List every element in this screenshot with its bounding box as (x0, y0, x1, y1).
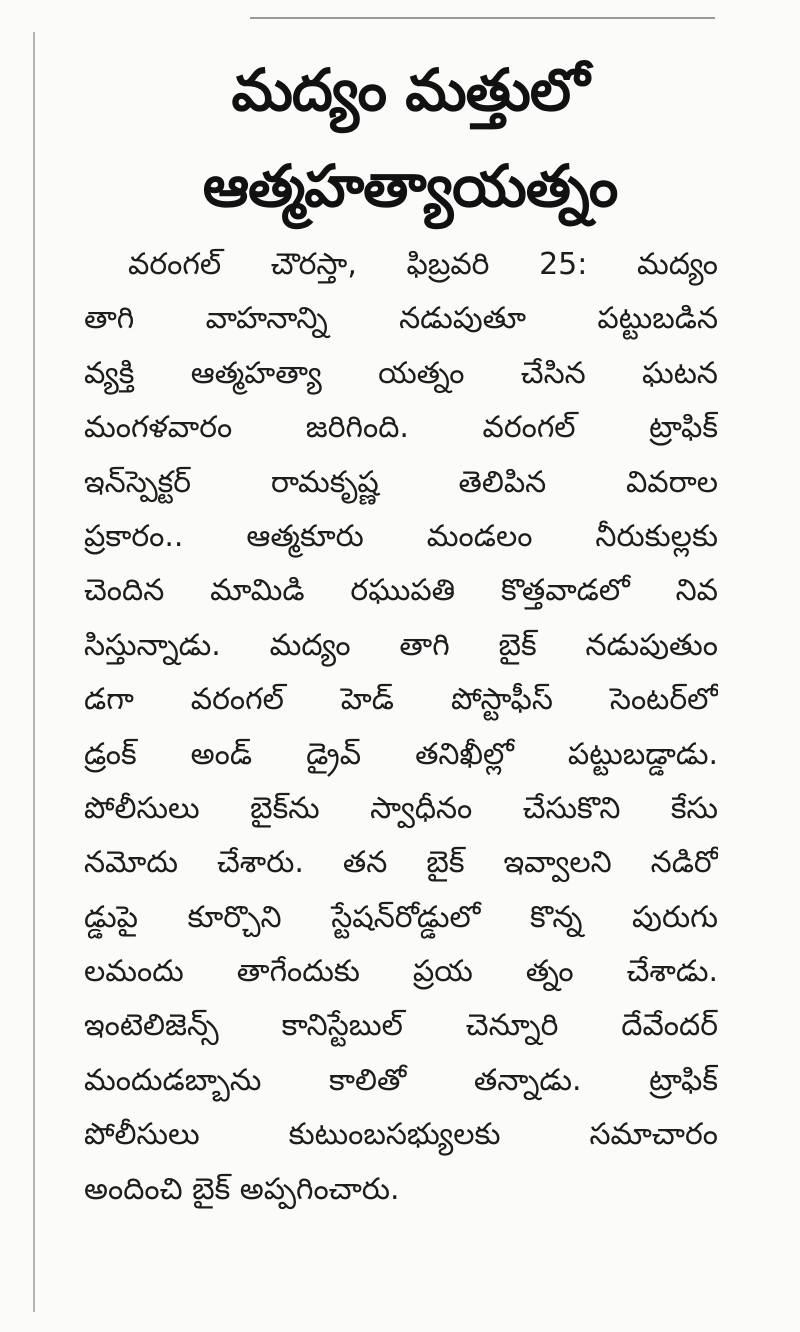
body-line: మంగళవారం జరిగింది. వరంగల్ ట్రాఫిక్ (84, 410, 718, 446)
headline (90, 42, 730, 234)
body-line: డ్రంక్ అండ్ డ్రైవ్ తనిఖీల్లో పట్టుబడ్డాడు. (84, 736, 718, 772)
body-line: వరంగల్ చౌరస్తా, ఫిబ్రవరి 25: మద్యం (128, 247, 718, 282)
body-line: సిస్తున్నాడు. మద్యం తాగి బైక్ నడుపుతుం (84, 627, 718, 663)
body-line: పోలీసులు కుటుంబసభ్యులకు సమాచారం (84, 1117, 718, 1153)
body-line: తాగి వాహనాన్ని నడుపుతూ పట్టుబడిన (84, 301, 718, 337)
body-line: పోలీసులు బైక్‌ను స్వాధీనం చేసుకొని కేసు (84, 790, 718, 826)
body-line: అందించి బైక్ అప్పగించారు. (84, 1171, 400, 1207)
column-rule (33, 32, 35, 1312)
body-line: ఇన్‌స్పెక్టర్ రామకృష్ణ తెలిపిన వివరాల (84, 464, 718, 500)
body-line: చెందిన మామిడి రఘుపతి కొత్తవాడలో నివ (84, 573, 718, 609)
body-line: వ్యక్తి ఆత్మహత్యా యత్నం చేసిన ఘటన (84, 355, 718, 391)
top-rule (250, 17, 715, 19)
body-line: డగా వరంగల్ హెడ్ పోస్టాఫీస్ సెంటర్‌లో (84, 682, 718, 718)
article-body (84, 238, 718, 1217)
body-line: లమందు తాగేందుకు ప్రయ త్నం చేశాడు. (84, 954, 718, 990)
headline-line-2: ఆత్మహత్యాయత్నం (202, 152, 618, 220)
headline-line-1: మద్యం మత్తులో (231, 56, 589, 124)
body-line: నమోదు చేశారు. తన బైక్ ఇవ్వాలని నడిరో (84, 845, 718, 881)
body-line: మందుడబ్బాను కాలితో తన్నాడు. ట్రాఫిక్ (84, 1062, 718, 1098)
body-line: ప్రకారం.. ఆత్మకూరు మండలం నీరుకుల్లకు (84, 518, 718, 554)
body-line: ఇంటెలిజెన్స్ కానిస్టేబుల్ చెన్నూరి దేవేందర్ (84, 1008, 718, 1044)
body-line: డ్డుపై కూర్చొని స్టేషన్‌రోడ్డులో కొన్న పురుగు (84, 899, 718, 935)
